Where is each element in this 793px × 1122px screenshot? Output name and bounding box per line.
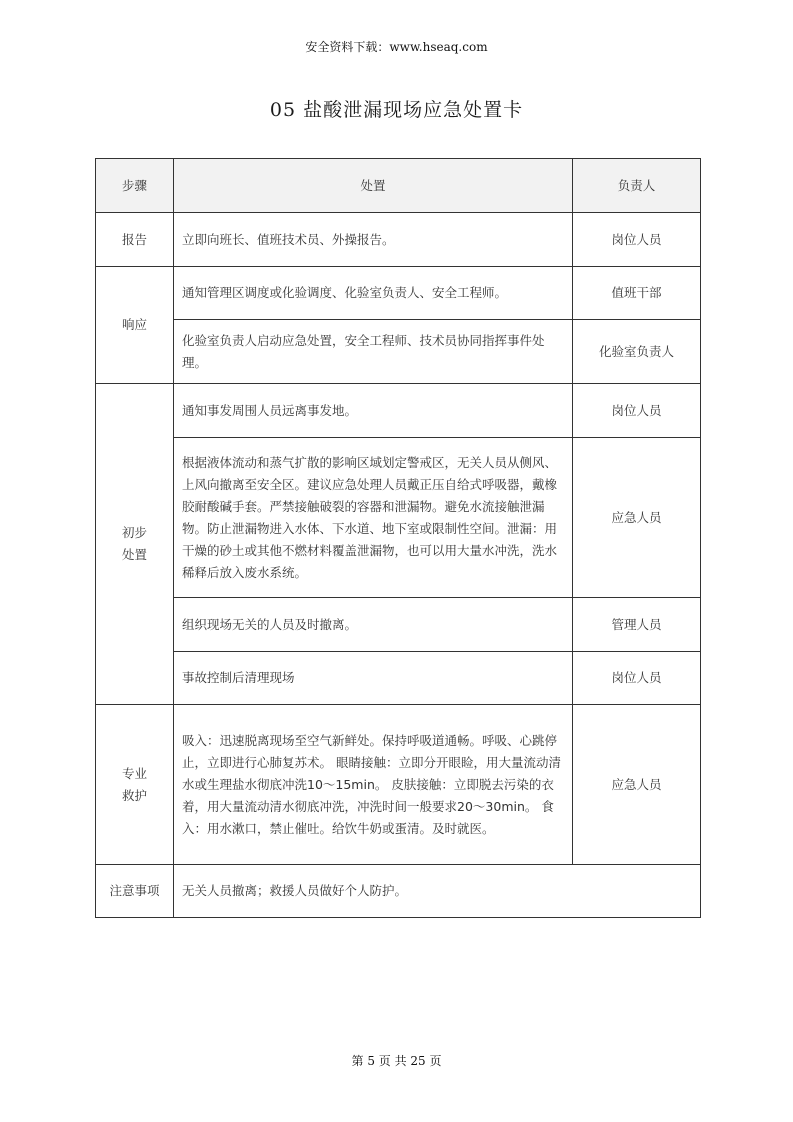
action-cell: 化验室负责人启动应急处置，安全工程师、技术员协同指挥事件处理。 <box>174 320 573 384</box>
emergency-card-table <box>95 158 701 918</box>
step-professional-rescue <box>96 705 174 865</box>
table-row <box>96 320 701 384</box>
header-note: 安全资料下载：www.hseaq.com <box>305 40 488 54</box>
table-row <box>96 652 701 705</box>
action-cell: 立即向班长、值班技术员、外操报告。 <box>174 213 573 267</box>
action-cell: 吸入：迅速脱离现场至空气新鲜处。保持呼吸道通畅。呼吸、心跳停止，立即进行心肺复苏术。 眼睛接触：立即分开眼睑，用大量流动清水或生理盐水彻底冲洗10～15min。 皮肤接触：立即脱去污染的衣着，用大量流动清水彻底冲洗，冲洗时间一般要求20～30min。 食入：用水漱口，禁止催吐。给饮牛奶或蛋清。及时就医。 <box>174 705 573 865</box>
owner-cell: 化验室负责人 <box>573 320 701 384</box>
action-cell: 根据液体流动和蒸气扩散的影响区域划定警戒区，无关人员从侧风、上风向撤离至安全区。建议应急处理人员戴正压自给式呼吸器，戴橡胶耐酸碱手套。严禁接触破裂的容器和泄漏物。避免水流接触泄漏物。防止泄漏物进入水体、下水道、地下室或限制性空间。泄漏：用干燥的砂土或其他不燃材料覆盖泄漏物，也可以用大量水冲洗，洗水稀释后放入废水系统。 <box>174 438 573 598</box>
step-response: 响应 <box>96 267 174 384</box>
header-step: 步骤 <box>96 159 174 213</box>
notes-cell: 无关人员撤离；救援人员做好个人防护。 <box>174 865 701 918</box>
table-header-row <box>96 159 701 213</box>
document-title: 05 盐酸泄漏现场应急处置卡 <box>269 99 524 121</box>
owner-cell: 值班干部 <box>573 267 701 320</box>
table-row <box>96 213 701 267</box>
action-cell: 组织现场无关的人员及时撤离。 <box>174 598 573 652</box>
owner-cell: 岗位人员 <box>573 213 701 267</box>
action-cell: 通知事发周围人员远离事发地。 <box>174 384 573 438</box>
action-cell: 事故控制后清理现场 <box>174 652 573 705</box>
owner-cell: 岗位人员 <box>573 384 701 438</box>
table-row <box>96 384 701 438</box>
step-initial-response <box>96 384 174 705</box>
step-rescue-line1: 专业 <box>121 765 147 781</box>
step-initial-line1: 初步 <box>121 525 147 540</box>
table-row <box>96 705 701 865</box>
step-notes: 注意事项 <box>96 865 174 918</box>
table-row <box>96 267 701 320</box>
owner-cell: 岗位人员 <box>573 652 701 705</box>
step-initial-line2: 处置 <box>121 547 147 562</box>
action-cell: 通知管理区调度或化验调度、化验室负责人、安全工程师。 <box>174 267 573 320</box>
step-report: 报告 <box>96 213 174 267</box>
table-row <box>96 598 701 652</box>
page-number: 第 5 页 共 25 页 <box>351 1054 442 1068</box>
owner-cell: 管理人员 <box>573 598 701 652</box>
table-row <box>96 865 701 918</box>
table-row <box>96 438 701 598</box>
header-action: 处置 <box>174 159 573 213</box>
owner-cell: 应急人员 <box>573 438 701 598</box>
header-owner: 负责人 <box>573 159 701 213</box>
owner-cell: 应急人员 <box>573 705 701 865</box>
step-rescue-line2: 救护 <box>121 787 147 803</box>
